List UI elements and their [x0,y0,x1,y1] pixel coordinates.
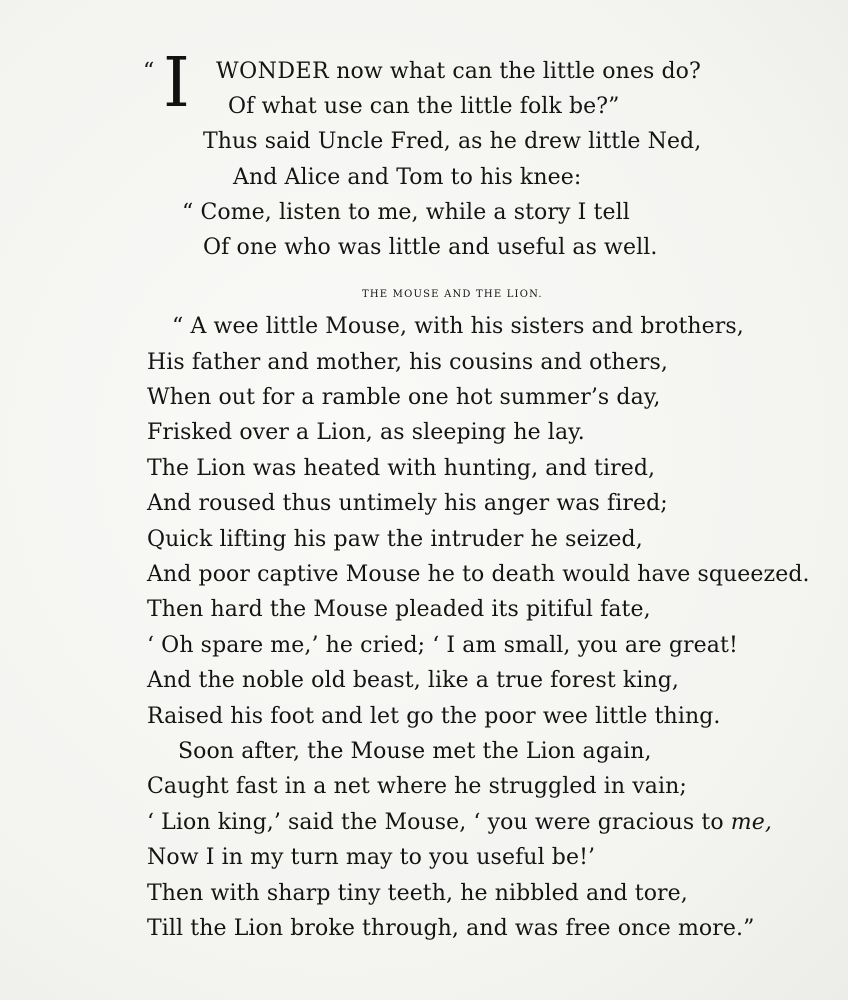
poem-line-9: Then hard the Mouse pleaded its pitiful fate, [147,597,651,622]
poem-line-16: Now I in my turn may to you useful be!’ [147,845,596,870]
poem-line-10: ‘ Oh spare me,’ he cried; ‘ I am small, you are great! [147,633,738,658]
intro-line-2: Of what use can the little folk be?” [228,94,620,119]
intro-line-4: And Alice and Tom to his knee: [233,165,582,190]
poem-line-3: When out for a ramble one hot summer’s day, [147,385,661,410]
poem-line-15-emphasis: me, [730,810,772,835]
poem-line-14: Caught fast in a net where he struggled in vain; [147,774,687,799]
poem-line-12: Raised his foot and let go the poor wee little thing. [147,704,721,729]
intro-line-6: Of one who was little and useful as well. [203,235,658,260]
poem-line-7: Quick lifting his paw the intruder he seized, [147,527,643,552]
intro-line-5: “ Come, listen to me, while a story I tell [182,200,630,225]
intro-line-1 [216,58,701,86]
intro-line-3: Thus said Uncle Fred, as he drew little Ned, [203,129,702,154]
poem-line-2: His father and mother, his cousins and others, [147,350,668,375]
poem-line-8: And poor captive Mouse he to death would have squeezed. [147,562,810,587]
poem-line-11: And the noble old beast, like a true forest king, [147,668,680,693]
poem-line-13: Soon after, the Mouse met the Lion again, [178,739,652,764]
section-heading: THE MOUSE AND THE LION. [362,289,543,300]
intro-first-word: WONDER [216,59,330,84]
poem-line-15 [147,809,772,837]
poem-line-6: And roused thus untimely his anger was fired; [147,491,668,516]
poem-line-4: Frisked over a Lion, as sleeping he lay. [147,420,585,445]
intro-first-line-rest: now what can the little ones do? [329,59,701,84]
poem-line-5: The Lion was heated with hunting, and tired, [147,456,656,481]
poem-line-17: Then with sharp tiny teeth, he nibbled and tore, [147,881,688,906]
poem-line-15-text: ‘ Lion king,’ said the Mouse, ‘ you were gracious to [147,810,731,835]
intro-open-quote: “ [143,59,155,84]
poem-line-1: “ A wee little Mouse, with his sisters and brothers, [172,314,744,339]
drop-cap: I [163,44,190,123]
poem-line-18: Till the Lion broke through, and was free once more.” [147,916,755,941]
